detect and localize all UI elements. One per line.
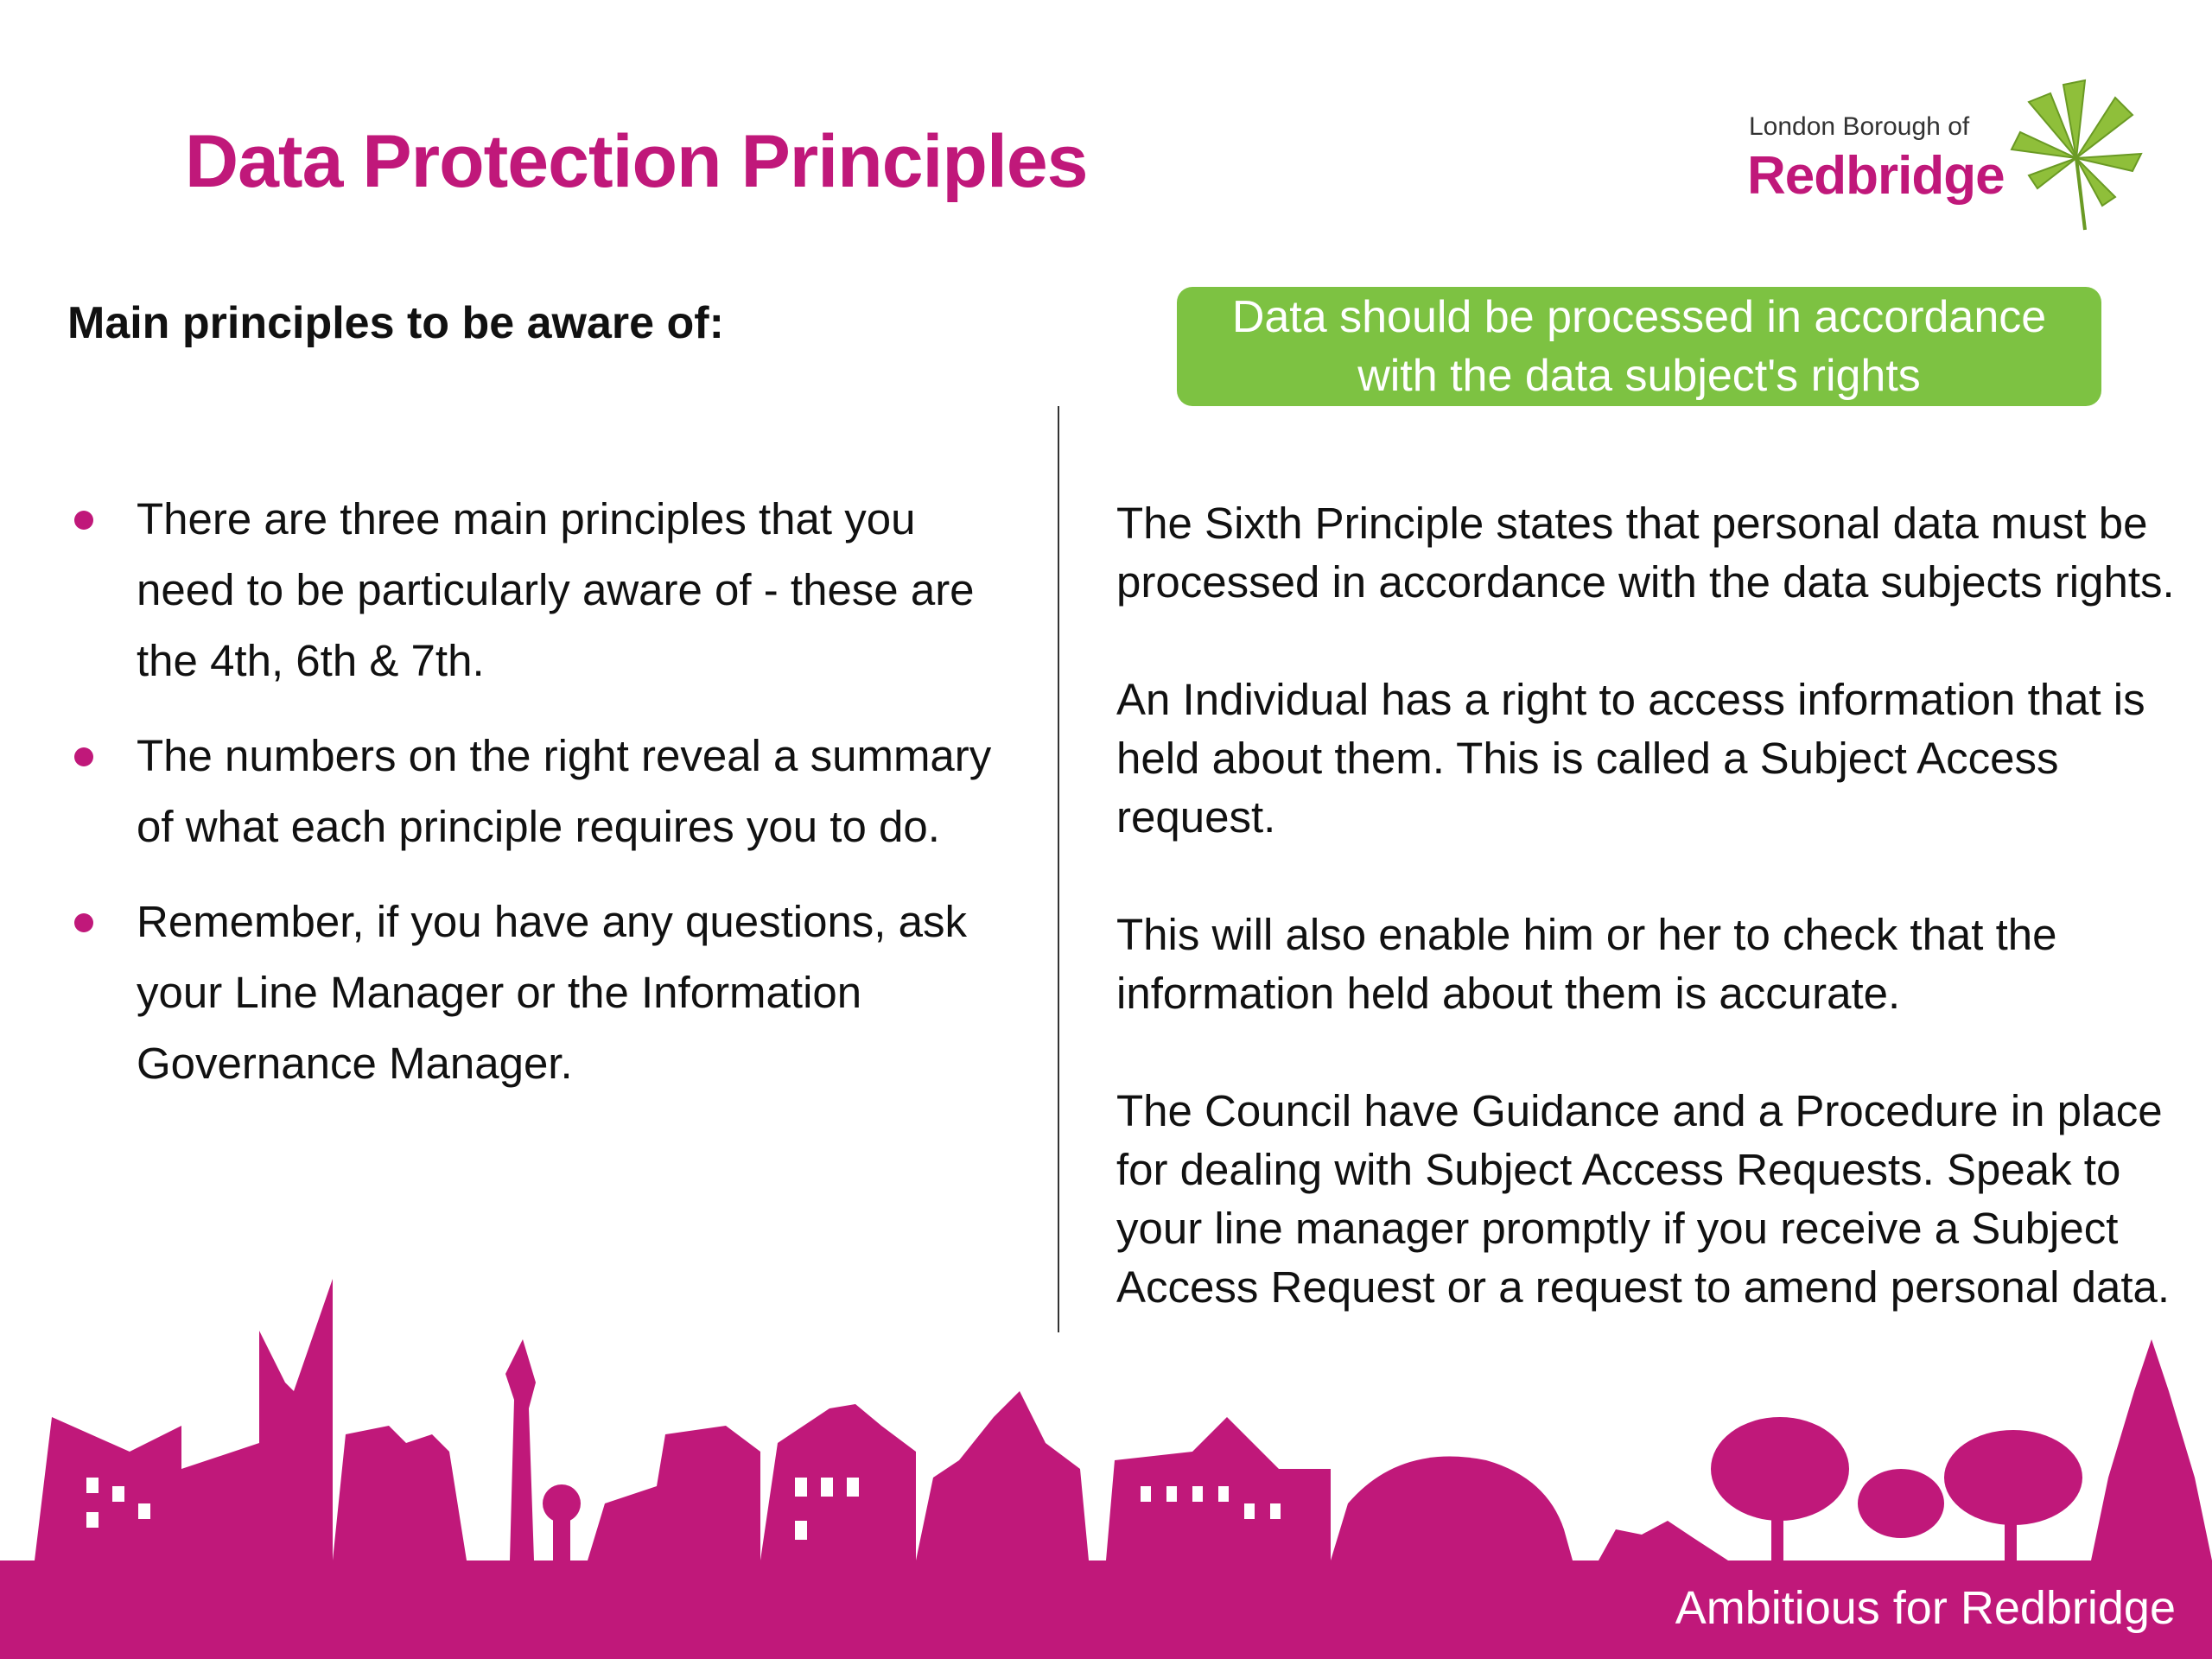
right-column-text: [1116, 494, 2188, 1376]
tagline-bold: Ambitious: [1675, 1582, 1880, 1634]
principle-callout-box: Data should be processed in accordance with the data subject's rights: [1177, 287, 2101, 406]
left-heading: Main principles to be aware of:: [67, 298, 724, 348]
bullet-dot-icon: [74, 747, 93, 766]
bullet-item: [67, 721, 1009, 862]
footer-tagline: [1675, 1581, 2176, 1635]
paragraph: The Sixth Principle states that personal data must be processed in accordance with the data subjects rights.: [1116, 499, 2175, 607]
bullet-item: [67, 887, 1009, 1099]
bullet-text: Remember, if you have any questions, ask your Line Manager or the Information Governance Manager.: [137, 897, 968, 1088]
tagline-rest: for Redbridge: [1879, 1582, 2176, 1634]
bullet-text: There are three main principles that you need to be particularly aware of - these are the 4th, 6th & 7th.: [137, 494, 975, 685]
logo-borough-text: London Borough of: [1749, 112, 1970, 141]
logo-redbridge-text: Redbridge: [1747, 146, 2005, 206]
paragraph: An Individual has a right to access information that is held about them. This is called a Subject Access request.: [1116, 675, 2145, 842]
bullet-dot-icon: [74, 913, 93, 932]
bullet-item: [67, 484, 1009, 696]
redbridge-logo: [1744, 76, 2141, 232]
principles-bullet-list: [67, 484, 1009, 1123]
bullet-text: The numbers on the right reveal a summary of what each principle requires you to do.: [137, 731, 992, 851]
paragraph: The Council have Guidance and a Procedure in place for dealing with Subject Access Requests. Speak to your line manager promptly if you receive a Subject Access Request or a request to amend personal data.: [1116, 1086, 2171, 1312]
bullet-dot-icon: [74, 511, 93, 530]
chestnut-leaf-icon: [2003, 76, 2150, 232]
slide-title: Data Protection Principles: [185, 120, 1088, 203]
column-divider: [1058, 406, 1059, 1332]
paragraph: This will also enable him or her to check that the information held about them is accurate.: [1116, 910, 2057, 1018]
